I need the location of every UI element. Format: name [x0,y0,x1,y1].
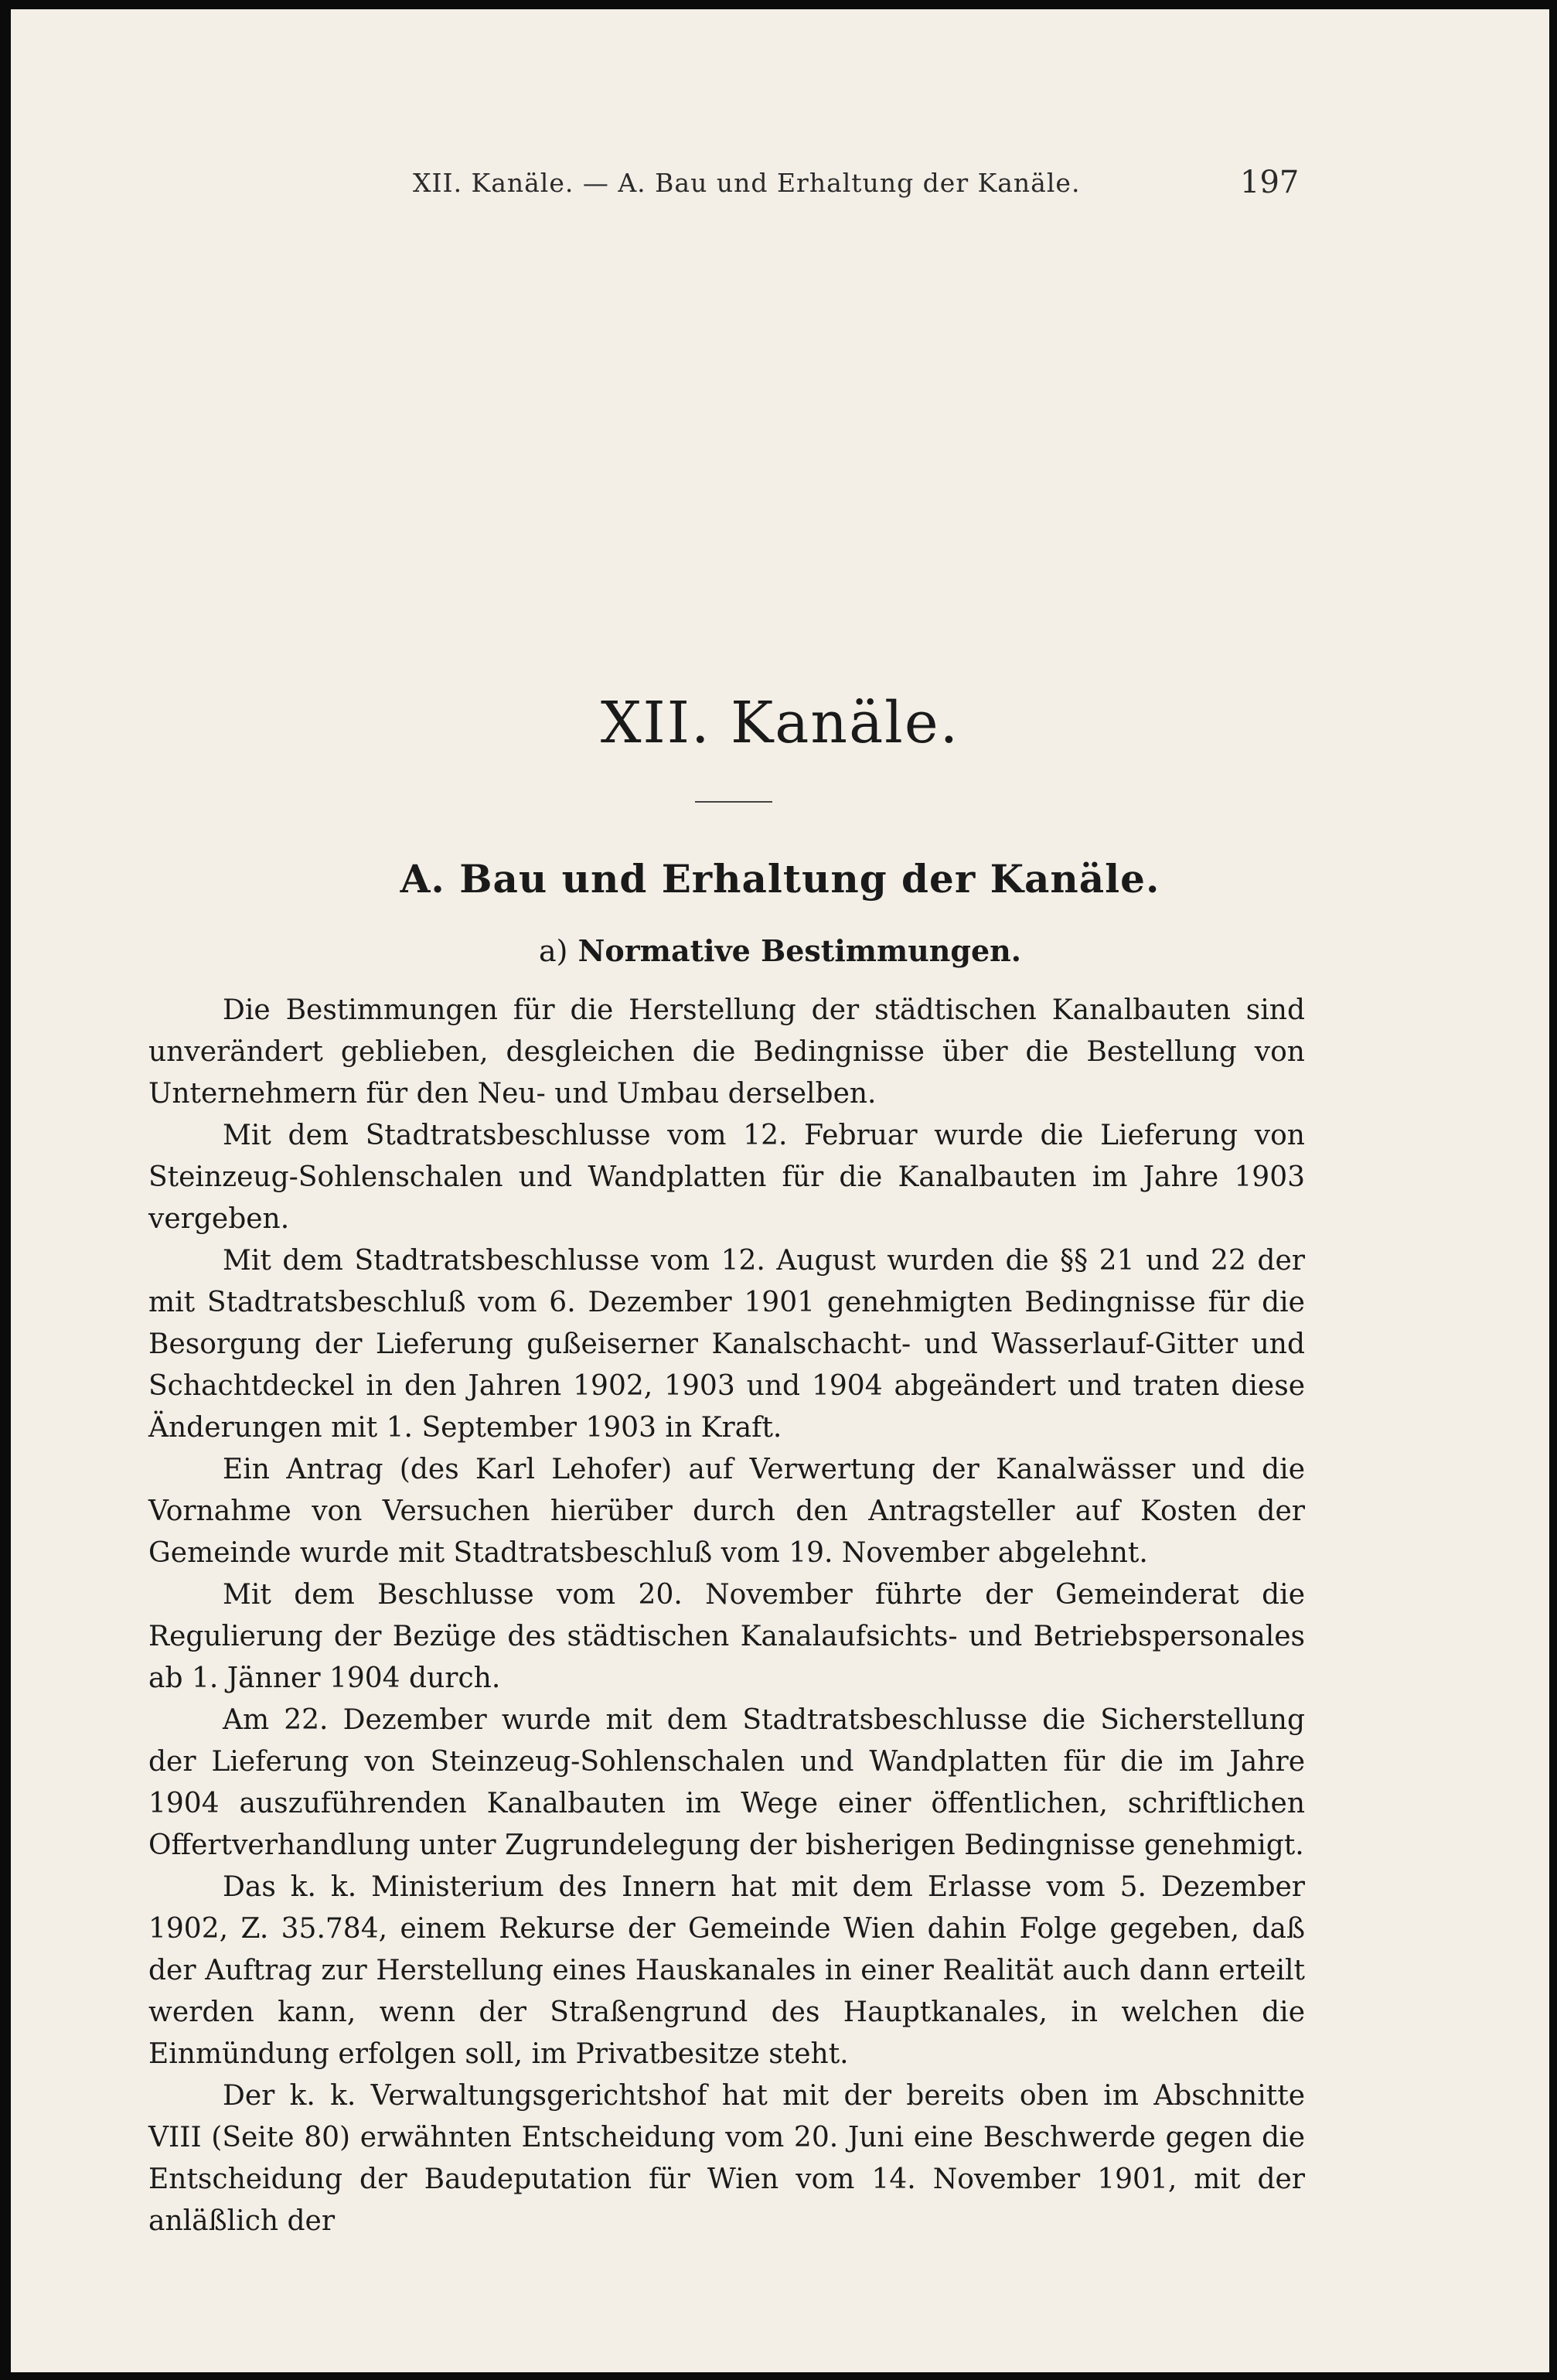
subsection-title: Normative Bestimmungen. [577,933,1022,968]
paragraph: Der k. k. Verwaltungsgerichtshof hat mit der bereits oben im Abschnitte VIII (Seite 80) erwähnten Entscheidung vom 20. Juni eine Beschwerde gegen die Entscheidung der Baudeputation für Wien vom 14. November 1901, mit der anläßlich der [148,2080,1305,2237]
chapter-title: XII. Kanäle. [600,690,960,756]
page-number: 197 [1240,165,1300,200]
section-title: A. Bau und Erhaltung der Kanäle. [400,856,1160,902]
paragraph: Die Bestimmungen für die Herstellung der städtischen Kanalbauten sind unverändert geblieben, desgleichen die Bedingnisse über die Bestellung von Unternehmern für den Neu- und Umbau derselben. [148,994,1305,1110]
paragraph: Mit dem Stadtratsbeschlusse vom 12. Februar wurde die Lieferung von Steinzeug-Sohlenschalen und Wandplatten für die Kanalbauten im Jahre 1903 vergeben. [148,1120,1305,1235]
title-divider [695,801,772,803]
subsection-label: a) [538,934,568,968]
body-text [148,990,1305,2242]
running-header [11,165,1549,206]
subsection-heading [11,933,1549,968]
document-page [11,9,1549,2372]
paragraph: Ein Antrag (des Karl Lehofer) auf Verwertung der Kanalwässer und die Vornahme von Versuchen hierüber durch den Antragsteller auf Kosten der Gemeinde wurde mit Stadtratsbeschluß vom 19. November abgelehnt. [148,1454,1305,1569]
paragraph: Am 22. Dezember wurde mit dem Stadtratsbeschlusse die Sicherstellung der Lieferung von Steinzeug-Sohlenschalen und Wandplatten für die im Jahre 1904 auszuführenden Kanalbauten im Wege einer öffentlichen, schriftlichen Offertverhandlung unter Zugrundelegung der bisherigen Bedingnisse genehmigt. [148,1704,1305,1861]
paragraph: Das k. k. Ministerium des Innern hat mit dem Erlasse vom 5. Dezember 1902, Z. 35.784, einem Rekurse der Gemeinde Wien dahin Folge gegeben, daß der Auftrag zur Herstellung eines Hauskanales in einer Realität auch dann erteilt werden kann, wenn der Straßengrund des Hauptkanales, in welchen die Einmündung erfolgen soll, im Privatbesitze steht. [148,1871,1305,2070]
paragraph: Mit dem Beschlusse vom 20. November führte der Gemeinderat die Regulierung der Bezüge des städtischen Kanalaufsichts- und Betriebspersonales ab 1. Jänner 1904 durch. [148,1579,1305,1694]
running-title: XII. Kanäle. — A. Bau und Erhaltung der Kanäle. [413,168,1081,198]
paragraph: Mit dem Stadtratsbeschlusse vom 12. August wurden die §§ 21 und 22 der mit Stadtratsbeschluß vom 6. Dezember 1901 genehmigten Bedingnisse für die Besorgung der Lieferung gußeiserner Kanalschacht- und Wasserlauf-Gitter und Schachtdeckel in den Jahren 1902, 1903 und 1904 abgeändert und traten diese Änderungen mit 1. September 1903 in Kraft. [148,1245,1305,1444]
